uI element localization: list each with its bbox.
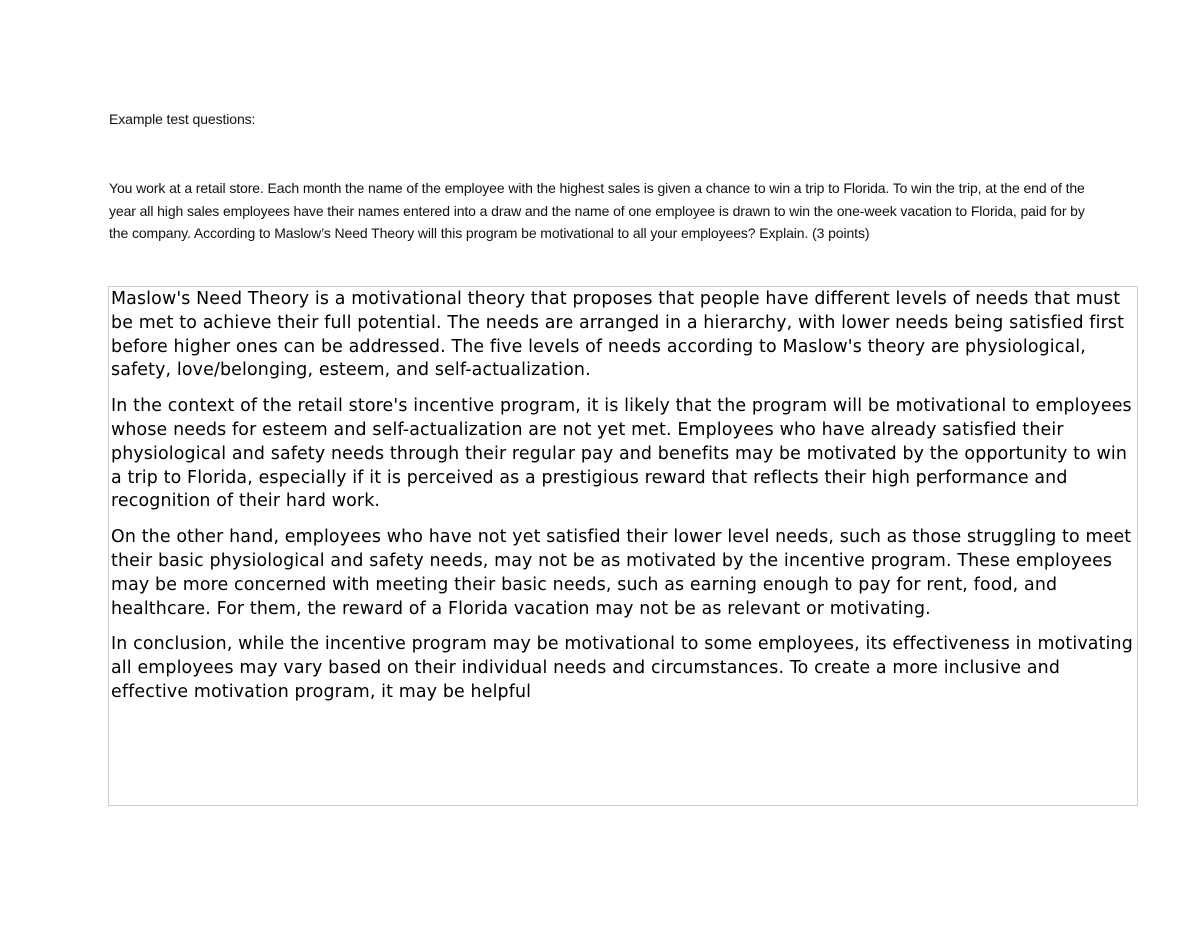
- answer-paragraph: In conclusion, while the incentive program may be motivational to some employees, its effectiveness in motivating all employees may vary based on their individual needs and circumstances. To create a more inclusive and effective motivation program, it may be helpful: [111, 634, 1133, 702]
- answer-paragraph: Maslow's Need Theory is a motivational theory that proposes that people have different levels of needs that must be met to achieve their full potential. The needs are arranged in a hierarchy, with lower needs being satisfied first before higher ones can be addressed. The five levels of needs according to Maslow's theory are physiological, safety, love/belonging, esteem, and self-actualization.: [111, 289, 1125, 381]
- answer-paragraph: On the other hand, employees who have not yet satisfied their lower level needs, such as those struggling to meet their basic physiological and safety needs, may not be as motivated by the incentive program. These employees may be more concerned with meeting their basic needs, such as earning enough to pay for rent, food, and healthcare. For them, the reward of a Florida vacation may not be as relevant or motivating.: [111, 527, 1132, 619]
- answer-text-box[interactable]: [108, 286, 1138, 806]
- section-heading: Example test questions:: [109, 111, 256, 127]
- question-text: You work at a retail store. Each month the name of the employee with the highest sales is given a chance to win a trip to Florida. To win the trip, at the end of the year all high sales employees have their names entered into a draw and the name of one employee is drawn to win the one-week vacation to Florida, paid for by the company. According to Maslow’s Need Theory will this program be motivational to all your employees? Explain. (3 points): [109, 180, 1085, 241]
- answer-paragraph: In the context of the retail store's incentive program, it is likely that the program will be motivational to employees whose needs for esteem and self-actualization are not yet met. Employees who have already satisfied their physiological and safety needs through their regular pay and benefits may be motivated by the opportunity to win a trip to Florida, especially if it is perceived as a prestigious reward that reflects their high performance and recognition of their hard work.: [111, 396, 1132, 512]
